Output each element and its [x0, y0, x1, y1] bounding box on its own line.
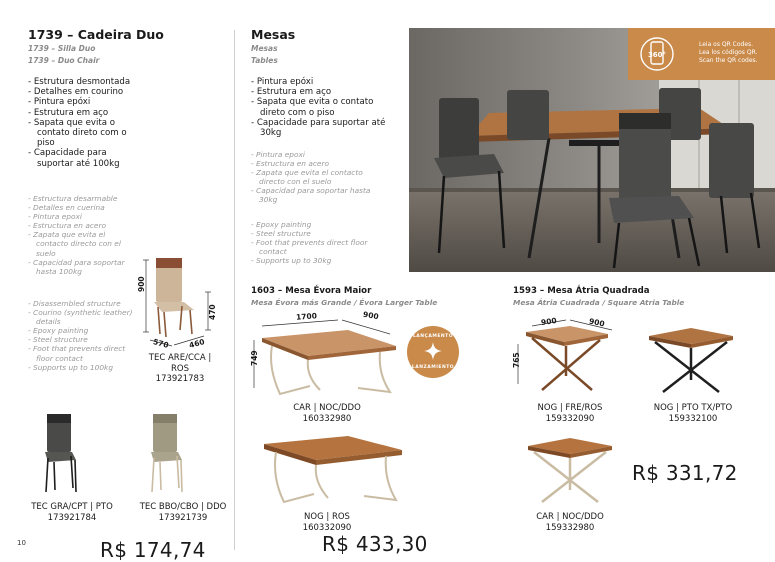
360-phone-icon — [639, 36, 675, 72]
variant-code: 159332980 — [545, 522, 595, 533]
chair-dim-depth: 460 — [188, 337, 206, 350]
qr-line-en: Scan the QR codes. — [699, 57, 758, 64]
atria-dimension-image — [512, 314, 622, 402]
variant-code: 160332980 — [302, 413, 352, 424]
variant-finish: CAR | NOC/DDO — [536, 512, 604, 522]
feature-item: - Detalhes em courino — [28, 87, 136, 97]
feature-item: - Supports up to 30kg — [251, 256, 386, 265]
evora-variant-2 — [277, 512, 377, 533]
tables-features-es — [251, 150, 386, 205]
chair-price: R$ 174,74 — [100, 538, 206, 562]
feature-item: - Capacidade para suportar até 30kg — [251, 118, 391, 138]
variant-finish: TEC BBO/CBO | DDO — [139, 502, 227, 512]
feature-item: - Epoxy painting — [251, 220, 386, 229]
variant-finish: NOG | ROS — [304, 512, 350, 522]
feature-item: - Supports up to 100kg — [28, 363, 136, 372]
feature-item: - Sapata que evita o contato direto com o piso — [28, 118, 136, 149]
star-icon — [423, 341, 443, 361]
feature-item: - Pintura epóxi — [28, 97, 136, 107]
atria-car-table-image — [522, 432, 618, 512]
atria-variant-1 — [525, 403, 615, 424]
page-number: 10 — [17, 539, 26, 547]
chair-variant-1 — [140, 353, 220, 385]
feature-item: - Pintura epoxi — [28, 212, 134, 221]
launch-badge-top: LANÇAMENTO — [412, 334, 454, 339]
360-label: 360° — [647, 51, 667, 59]
chair-title: 1739 – Cadeira Duo — [28, 27, 164, 42]
chair-subtitle-en: 1739 – Duo Chair — [28, 56, 100, 65]
chair-variant-3 — [138, 502, 228, 523]
qr-line-es: Lea los códigos QR. — [699, 49, 758, 56]
feature-item: - Epoxy painting — [28, 326, 136, 335]
feature-item: - Estrutura em aço — [251, 87, 391, 97]
chair-subtitle-es: 1739 – Silla Duo — [28, 44, 96, 53]
evora-dim-length: 1700 — [295, 311, 318, 322]
variant-finish: NOG | PTO TX/PTO — [653, 403, 733, 413]
evora-title: 1603 – Mesa Évora Maior — [251, 286, 372, 296]
tables-features-en — [251, 220, 386, 265]
variant-code: 173921783 — [155, 374, 205, 384]
variant-code: 173921784 — [47, 512, 97, 523]
atria-black-table-image — [643, 322, 739, 402]
chair-dim-seat: 470 — [208, 304, 217, 320]
variant-finish: CAR | NOC/DDO — [293, 403, 361, 413]
atria-subtitle: Mesa Átria Cuadrada / Square Atria Table — [513, 298, 685, 307]
feature-item: - Sapata que evita o contato direto com o piso — [251, 97, 391, 117]
atria-price: R$ 331,72 — [632, 461, 738, 485]
variant-finish: TEC GRA/CPT | PTO — [31, 502, 113, 512]
feature-item: - Disassembled structure — [28, 299, 136, 308]
atria-dim-width: 900 — [588, 316, 606, 329]
feature-item: - Zapata que evita el contacto directo con el suelo — [28, 230, 134, 257]
column-divider — [234, 30, 235, 550]
atria-dim-height: 765 — [512, 352, 521, 368]
chair-dim-height: 900 — [137, 276, 146, 292]
chair-dimension-image — [136, 252, 226, 352]
atria-variant-3 — [522, 512, 618, 533]
evora-price: R$ 433,30 — [322, 532, 428, 556]
feature-item: - Capacidad para soportar hasta 100kg — [28, 258, 134, 276]
feature-item: - Detalles en cuerina — [28, 203, 134, 212]
evora-variant-1 — [277, 403, 377, 424]
feature-item: - Pintura epóxi — [251, 77, 391, 87]
launch-badge — [407, 326, 459, 378]
chair-dim-width: 570 — [152, 337, 170, 350]
evora-dim-width: 900 — [362, 309, 380, 322]
chair-features-en — [28, 299, 136, 372]
feature-item: - Foot that prevents direct floor contact — [251, 238, 386, 256]
chair-dark-image — [42, 412, 78, 494]
evora-table-image — [258, 430, 408, 510]
feature-item: - Estructura en acero — [251, 159, 386, 168]
chair-beige-image — [148, 412, 184, 494]
atria-title: 1593 – Mesa Átria Quadrada — [513, 286, 650, 296]
feature-item: - Estrutura em aço — [28, 108, 136, 118]
feature-item: - Estrutura desmontada — [28, 77, 136, 87]
chair-variant-2 — [24, 502, 120, 523]
variant-code: 160332090 — [302, 522, 352, 533]
feature-item: - Zapata que evita el contacto directo con el suelo — [251, 168, 386, 186]
feature-item: - Courino (synthetic leather) details — [28, 308, 136, 326]
feature-item: - Estructura desarmable — [28, 194, 134, 203]
feature-item: - Steel structure — [28, 335, 136, 344]
tables-subtitle-en: Tables — [251, 56, 278, 65]
atria-variant-2 — [640, 403, 746, 424]
feature-item: - Pintura epoxi — [251, 150, 386, 159]
tables-title: Mesas — [251, 27, 296, 42]
qr-badge — [628, 28, 775, 80]
chair-features-pt — [28, 77, 136, 169]
feature-item: - Capacidad para soportar hasta 30kg — [251, 186, 386, 204]
evora-dim-height: 749 — [250, 350, 259, 366]
feature-item: - Foot that prevents direct floor contact — [28, 344, 136, 362]
feature-item: - Capacidade para suportar até 100kg — [28, 148, 136, 168]
atria-dim-length: 900 — [540, 315, 558, 328]
variant-code: 173921739 — [158, 512, 208, 523]
feature-item: - Steel structure — [251, 229, 386, 238]
evora-subtitle: Mesa Évora más Grande / Évora Larger Table — [251, 298, 438, 307]
variant-finish: NOG | FRE/ROS — [537, 403, 603, 413]
variant-code: 159332100 — [668, 413, 718, 424]
feature-item: - Estructura en acero — [28, 221, 134, 230]
tables-features-pt — [251, 77, 391, 138]
evora-dimension-image — [250, 308, 405, 403]
variant-code: 159332090 — [545, 413, 595, 424]
tables-subtitle-es: Mesas — [251, 44, 278, 53]
launch-badge-bottom: LANZAMIENTO — [411, 365, 455, 370]
chair-features-es — [28, 194, 134, 276]
qr-line-pt: Leia os QR Codes. — [699, 41, 754, 48]
variant-finish: TEC ARE/CCA | ROS — [148, 353, 212, 374]
